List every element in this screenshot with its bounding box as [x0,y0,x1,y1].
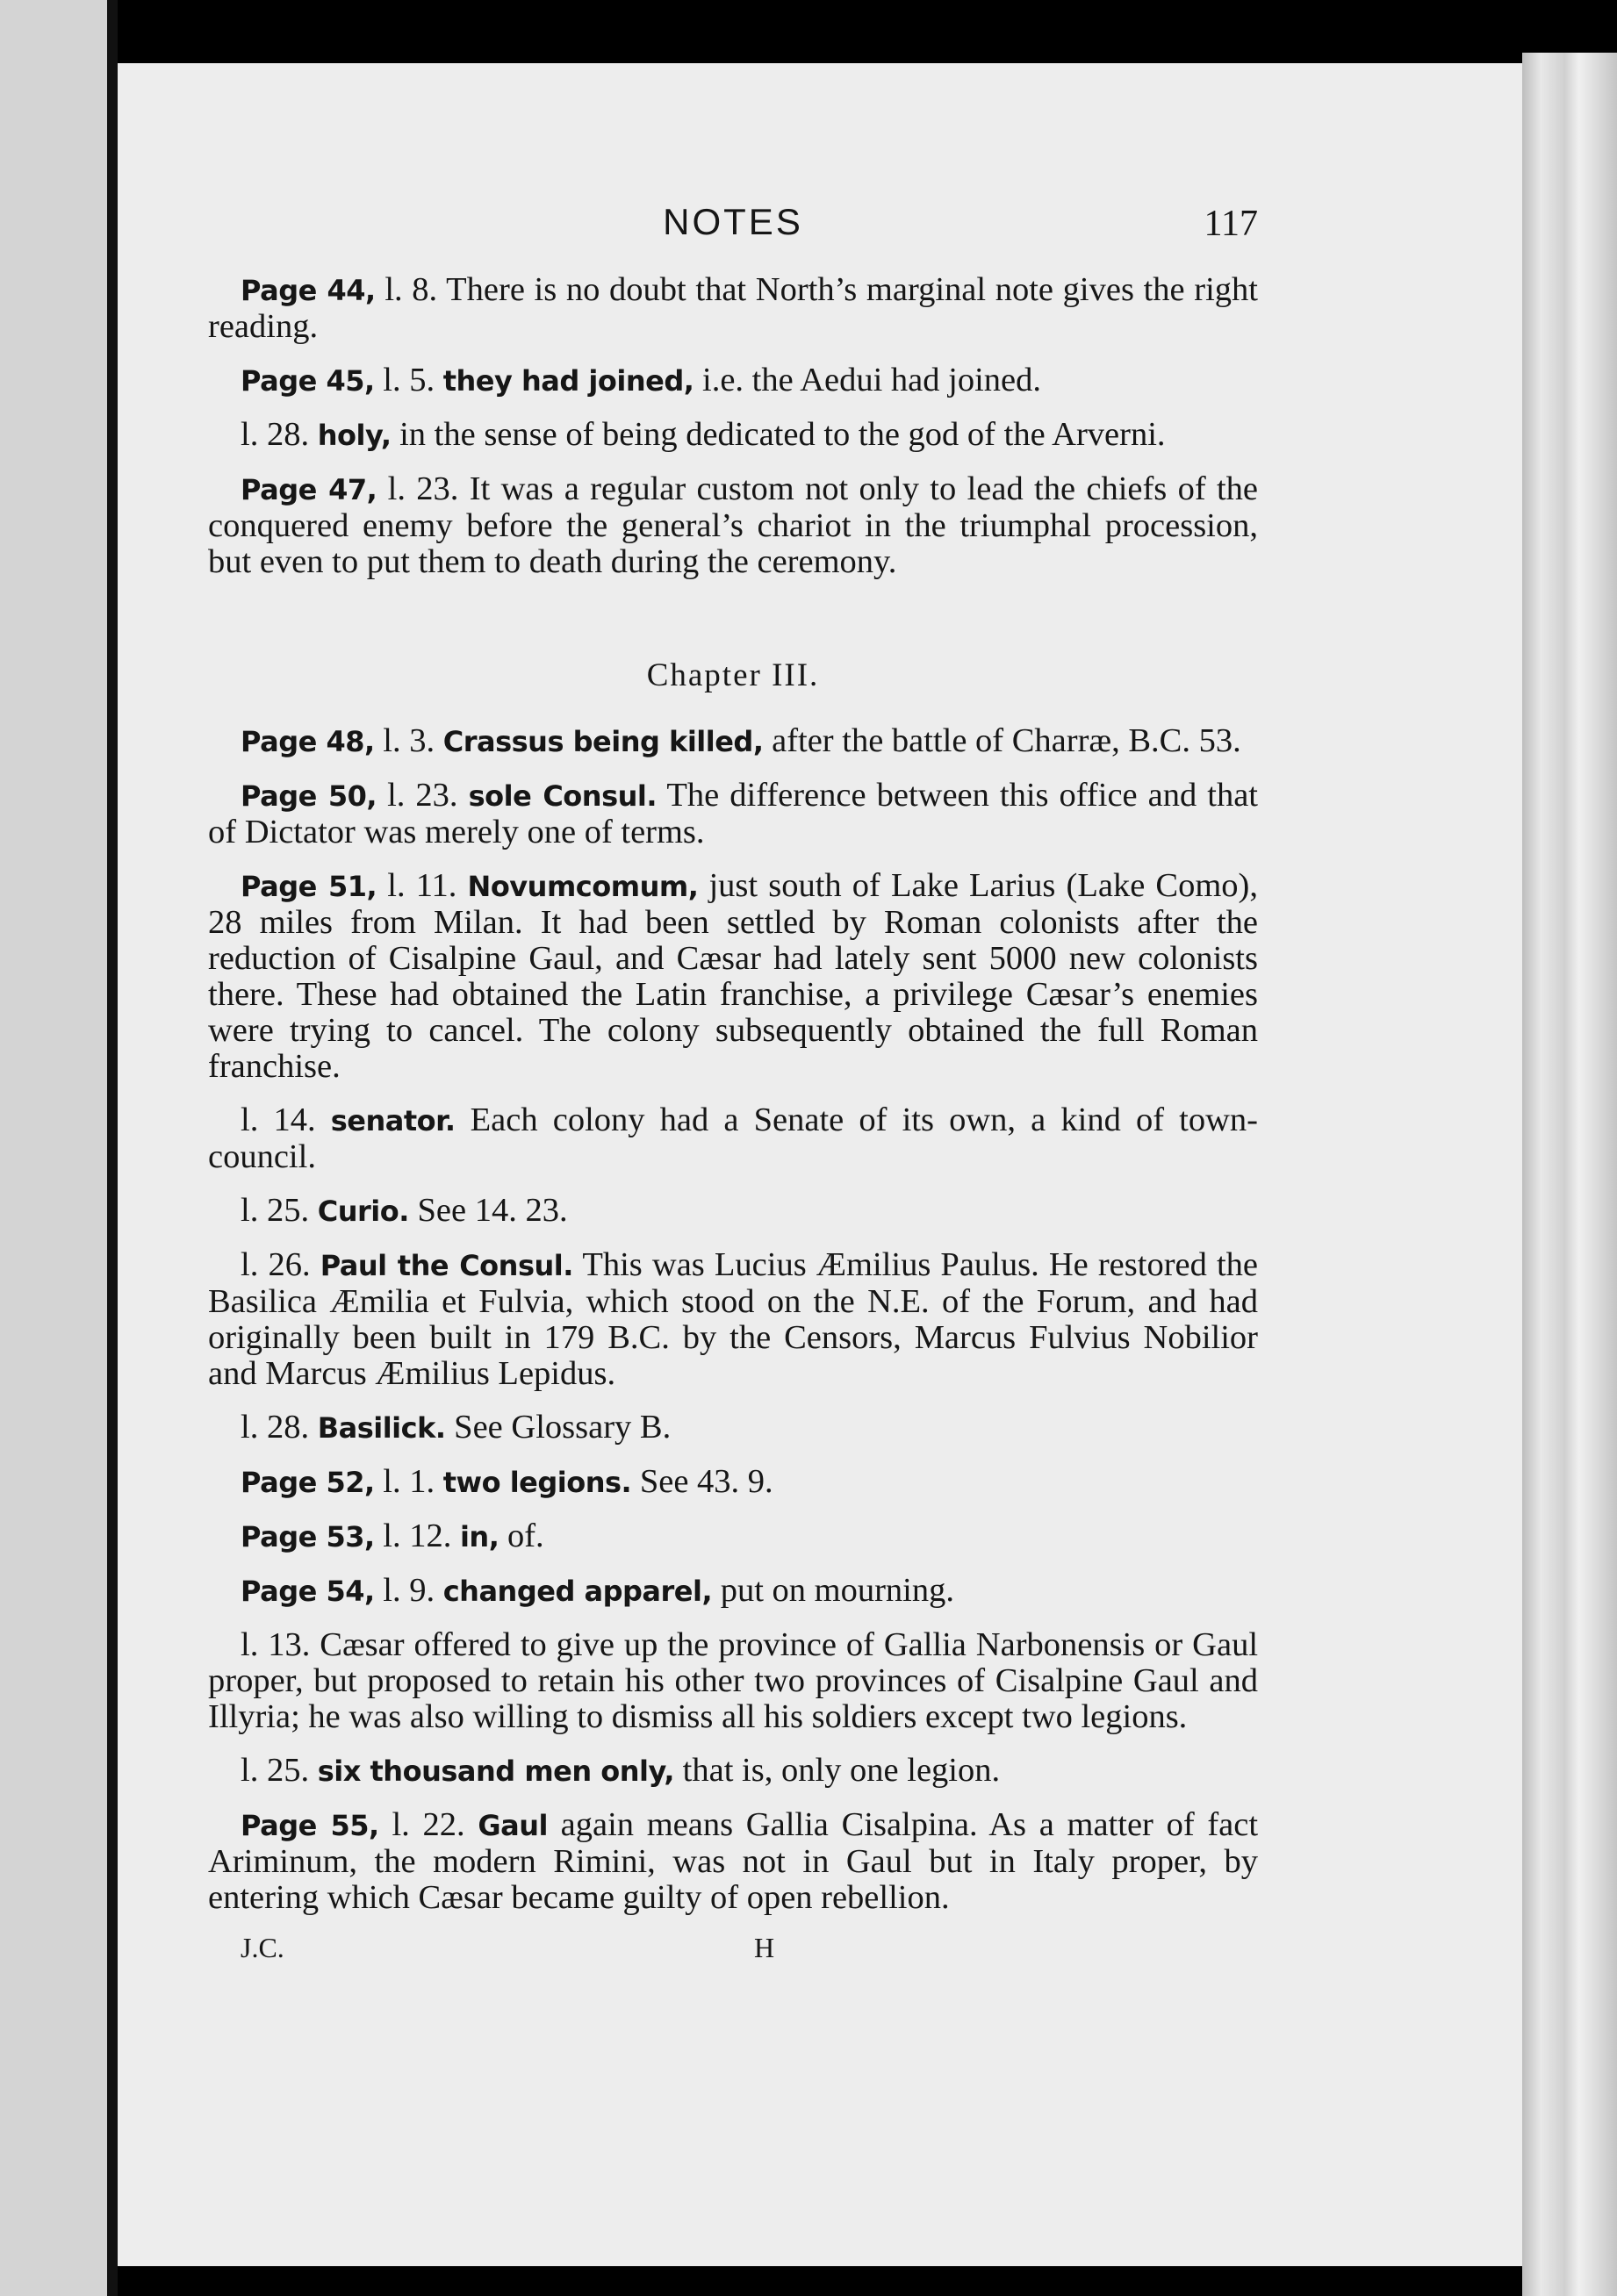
page-number: 117 [1204,204,1258,244]
note-entry [208,417,1258,454]
note-text: There is no doubt that North’s marginal note gives the right reading. [208,271,1258,345]
note-headword: they had joined, [442,364,694,398]
note-entry [208,362,1258,399]
note-headword: Curio. [317,1195,409,1228]
note-line-ref: l. 22. [392,1806,465,1843]
note-page-ref: Page 50, [241,779,377,813]
note-text: after the battle of Charræ, B.C. 53. [772,722,1241,759]
note-text: of. [507,1518,544,1554]
note-text: See 14. 23. [417,1192,568,1229]
note-page-ref: Page 44, [241,274,376,307]
note-line-ref: l. 11. [387,867,457,904]
page-stack-edge [1522,53,1617,2296]
note-entry [208,1247,1258,1392]
note-headword: Gaul [478,1809,548,1842]
note-line-ref: l. 25. [241,1192,310,1229]
note-page-ref: Page 54, [241,1575,375,1608]
note-text: put on mourning. [720,1572,955,1609]
running-title: NOTES [663,201,803,242]
facing-page-edge [0,0,107,2296]
note-entry [208,1753,1258,1790]
note-line-ref: l. 13. [241,1626,311,1663]
notes-after-chapter [208,723,1258,1916]
gathering-mark: H [754,1932,775,1963]
note-page-ref: Page 53, [241,1520,375,1553]
note-headword: six thousand men only, [317,1754,675,1788]
signature-mark: J.C. [241,1932,284,1963]
note-entry [208,1518,1258,1555]
note-headword: in, [459,1520,499,1553]
note-entry [208,1464,1258,1501]
note-text: See Glossary B. [454,1409,672,1446]
note-headword: sole Consul. [468,779,658,813]
note-line-ref: l. 26. [241,1246,311,1283]
book-gutter [107,0,118,2296]
note-line-ref: l. 14. [241,1101,316,1138]
note-entry [208,1102,1258,1175]
note-line-ref: l. 12. [383,1518,452,1554]
note-text: The difference between this office and that of Dictator was merely one of terms. [208,777,1259,850]
note-text: See 43. 9. [639,1463,773,1500]
note-line-ref: l. 1. [383,1463,435,1500]
note-text: just south of Lake Larius (Lake Como), 28 miles from Milan. It had been settled by Roman colonists after the reduction of Cisalpine Gaul, and Cæsar had lately sent 5000 new colonists there. These had obtained the Latin franchise, a privilege Cæsar’s enemies were trying to cancel. The colony subsequently obtained the full Roman franchise. [208,867,1258,1085]
note-headword: Crassus being killed, [442,725,764,758]
note-entry [208,1193,1258,1230]
page-text [208,200,1258,1969]
note-text: again means Gallia Cisalpina. As a matter of fact Ariminum, the modern Rimini, was not in Gaul but in Italy proper, by entering which Cæsar became guilty of open rebellion. [208,1806,1259,1916]
note-line-ref: l. 23. [387,470,459,507]
note-text: i.e. the Aedui had joined. [702,362,1041,398]
note-text: It was a regular custom not only to lead the chiefs of the conquered enemy before the general’s chariot in the triumphal procession, but even to put them to death during the ceremony. [208,470,1259,580]
chapter-heading: Chapter III. [646,657,820,693]
note-headword: senator. [330,1104,456,1137]
note-entry [208,272,1258,345]
note-entry [208,1573,1258,1610]
note-headword: Basilick. [317,1411,446,1445]
note-text: Each colony had a Senate of its own, a kind of town-council. [208,1101,1258,1175]
note-line-ref: l. 8. [384,271,438,308]
note-page-ref: Page 55, [241,1809,379,1842]
note-entry [208,868,1258,1085]
note-line-ref: l. 25. [241,1752,310,1789]
note-text: Cæsar offered to give up the province of Gallia Narbonensis or Gaul proper, but proposed to retain his other two provinces of Cisalpine Gaul and Illyria; he was also willing to dismiss all his soldiers except two legions. [208,1626,1259,1735]
note-entry [208,1807,1258,1916]
note-headword: holy, [317,419,392,452]
note-headword: Novumcomum, [467,870,699,903]
note-text: that is, only one legion. [682,1752,1001,1789]
note-entry [208,1627,1258,1735]
note-page-ref: Page 45, [241,364,375,398]
note-page-ref: Page 48, [241,725,375,758]
note-entry [208,1410,1258,1446]
note-page-ref: Page 47, [241,473,377,506]
note-text: This was Lucius Æmilius Paulus. He restored the Basilica Æmilia et Fulvia, which stood on the N.E. of the Forum, and had originally been built in 179 B.C. by the Censors, Marcus Fulvius Nobilior and Marcus Æmilius Lepidus. [208,1246,1259,1392]
note-line-ref: l. 9. [383,1572,435,1609]
page-footer [208,1930,1258,1969]
page-header [208,200,1258,272]
note-page-ref: Page 51, [241,870,377,903]
note-entry [208,778,1258,850]
note-entry [208,723,1258,760]
note-headword: two legions. [442,1466,632,1499]
note-line-ref: l. 28. [241,416,310,453]
note-line-ref: l. 3. [383,722,435,759]
note-line-ref: l. 23. [387,777,458,814]
book-page [118,63,1522,2266]
note-entry [208,471,1258,580]
note-headword: changed apparel, [442,1575,713,1608]
note-line-ref: l. 28. [241,1409,310,1446]
note-text: in the sense of being dedicated to the god of the Arverni. [399,416,1166,453]
note-line-ref: l. 5. [383,362,435,398]
notes-before-chapter [208,272,1258,580]
note-page-ref: Page 52, [241,1466,375,1499]
note-headword: Paul the Consul. [320,1249,573,1282]
